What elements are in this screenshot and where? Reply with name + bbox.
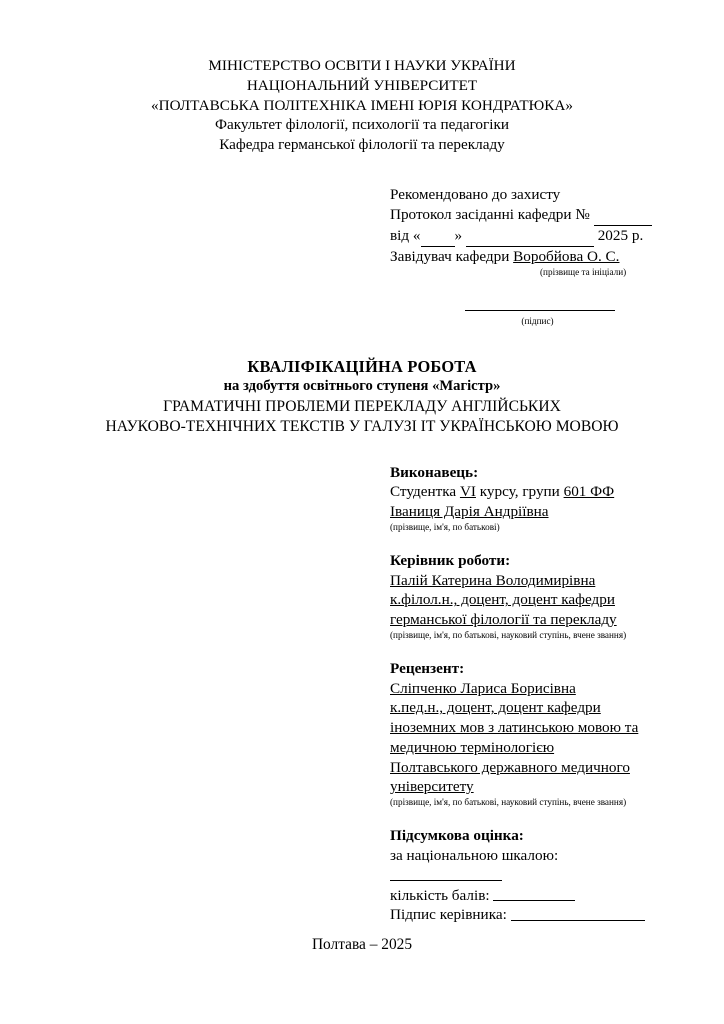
reviewer-role: Рецензент: [390, 659, 465, 677]
performer-group: 601 ФФ [563, 483, 615, 501]
performer-caption: (прізвище, ім'я, по батькові) [390, 521, 500, 532]
title-block [54, 356, 670, 437]
reviewer-university-1: Полтавського державного медичного [390, 758, 630, 776]
faculty-line: Факультет філології, психології та педагогіки [215, 116, 509, 134]
approval-date-mid: » [454, 226, 466, 244]
signature-rule-wrap [390, 298, 630, 316]
institution-header [54, 56, 670, 155]
approval-head-caption: (прізвище та ініціали) [540, 267, 627, 277]
approval-head-label: Завідувач кафедри [390, 247, 514, 265]
approval-day-blank [421, 226, 455, 247]
grade-signature [390, 905, 670, 925]
performer-course-group [390, 482, 670, 502]
ministry-line: МІНІСТЕРСТВО ОСВІТИ І НАУКИ УКРАЇНИ [208, 57, 516, 74]
supervisor-department: германської філології та перекладу [390, 611, 617, 629]
grade-national-label: за національною шкалою: [390, 847, 559, 865]
grade-points-blank [493, 886, 575, 901]
degree-line: на здобуття освітнього ступеня «Магістр» [223, 378, 501, 395]
reviewer-department-2: медичною термінологією [390, 738, 555, 756]
approval-protocol [390, 205, 670, 226]
reviewer-caption: (прізвище, ім'я, по батькові, науковий ступінь, вчене звання) [390, 797, 627, 808]
approval-block [390, 185, 670, 278]
performer-name: Іваниця Дарія Андріївна [390, 503, 549, 521]
approval-date [390, 226, 670, 247]
theme-line-2: НАУКОВО-ТЕХНІЧНИХ ТЕКСТІВ У ГАЛУЗІ ІТ УКРАЇНСЬКОЮ МОВОЮ [105, 418, 619, 436]
reviewer-block [390, 659, 670, 808]
grade-national-scale [390, 846, 670, 886]
reviewer-degree: к.пед.н., доцент, доцент кафедри [390, 699, 601, 717]
reviewer-name: Сліпченко Лариса Борисівна [390, 679, 576, 697]
university-name-line: «ПОЛТАВСЬКА ПОЛІТЕХНІКА ІМЕНІ ЮРІЯ КОНДРАТЮКА» [151, 96, 573, 114]
reviewer-university-2: університету [390, 778, 474, 796]
theme-line-1: ГРАМАТИЧНІ ПРОБЛЕМИ ПЕРЕКЛАДУ АНГЛІЙСЬКИХ [163, 397, 561, 415]
university-line: НАЦІОНАЛЬНИЙ УНІВЕРСИТЕТ [246, 76, 478, 94]
grade-points [390, 886, 670, 906]
footer-city-year: Полтава – 2025 [311, 936, 413, 953]
approval-year: 2025 р. [593, 226, 644, 244]
supervisor-caption: (прізвище, ім'я, по батькові, науковий ступінь, вчене звання) [390, 629, 627, 640]
grade-national-blank [390, 866, 502, 881]
approval-head-name: Воробйова О. С. [513, 247, 620, 265]
supervisor-block [390, 551, 670, 641]
performer-prefix: Студентка [390, 483, 460, 501]
grade-signature-blank [511, 905, 645, 920]
performer-role: Виконавець: [390, 463, 479, 481]
approval-protocol-label: Протокол засіданні кафедри № [390, 205, 594, 223]
signature-caption: (підпис) [521, 316, 554, 327]
approval-date-prefix: від « [390, 226, 421, 244]
work-title: КВАЛІФІКАЦІЙНА РОБОТА [247, 357, 477, 377]
performer-course: VI [459, 483, 476, 501]
approval-head [390, 247, 670, 267]
department-line: Кафедра германської філології та перекладу [219, 136, 505, 153]
signature-rule [465, 309, 615, 311]
approval-recommended: Рекомендовано до захисту [390, 185, 561, 203]
grade-points-label: кількість балів: [390, 886, 494, 904]
performer-block [390, 463, 670, 533]
reviewer-department-1: іноземних мов з латинською мовою та [390, 719, 639, 737]
approval-protocol-blank [594, 205, 652, 226]
performer-mid: курсу, групи [475, 483, 564, 501]
grade-role: Підсумкова оцінка: [390, 827, 524, 845]
grade-signature-label: Підпис керівника: [390, 906, 511, 924]
supervisor-role: Керівник роботи: [390, 551, 511, 569]
approval-month-blank [466, 226, 594, 247]
grade-block [390, 826, 670, 925]
supervisor-name: Палій Катерина Володимирівна [390, 571, 596, 589]
supervisor-degree: к.філол.н., доцент, доцент кафедри [390, 591, 615, 609]
